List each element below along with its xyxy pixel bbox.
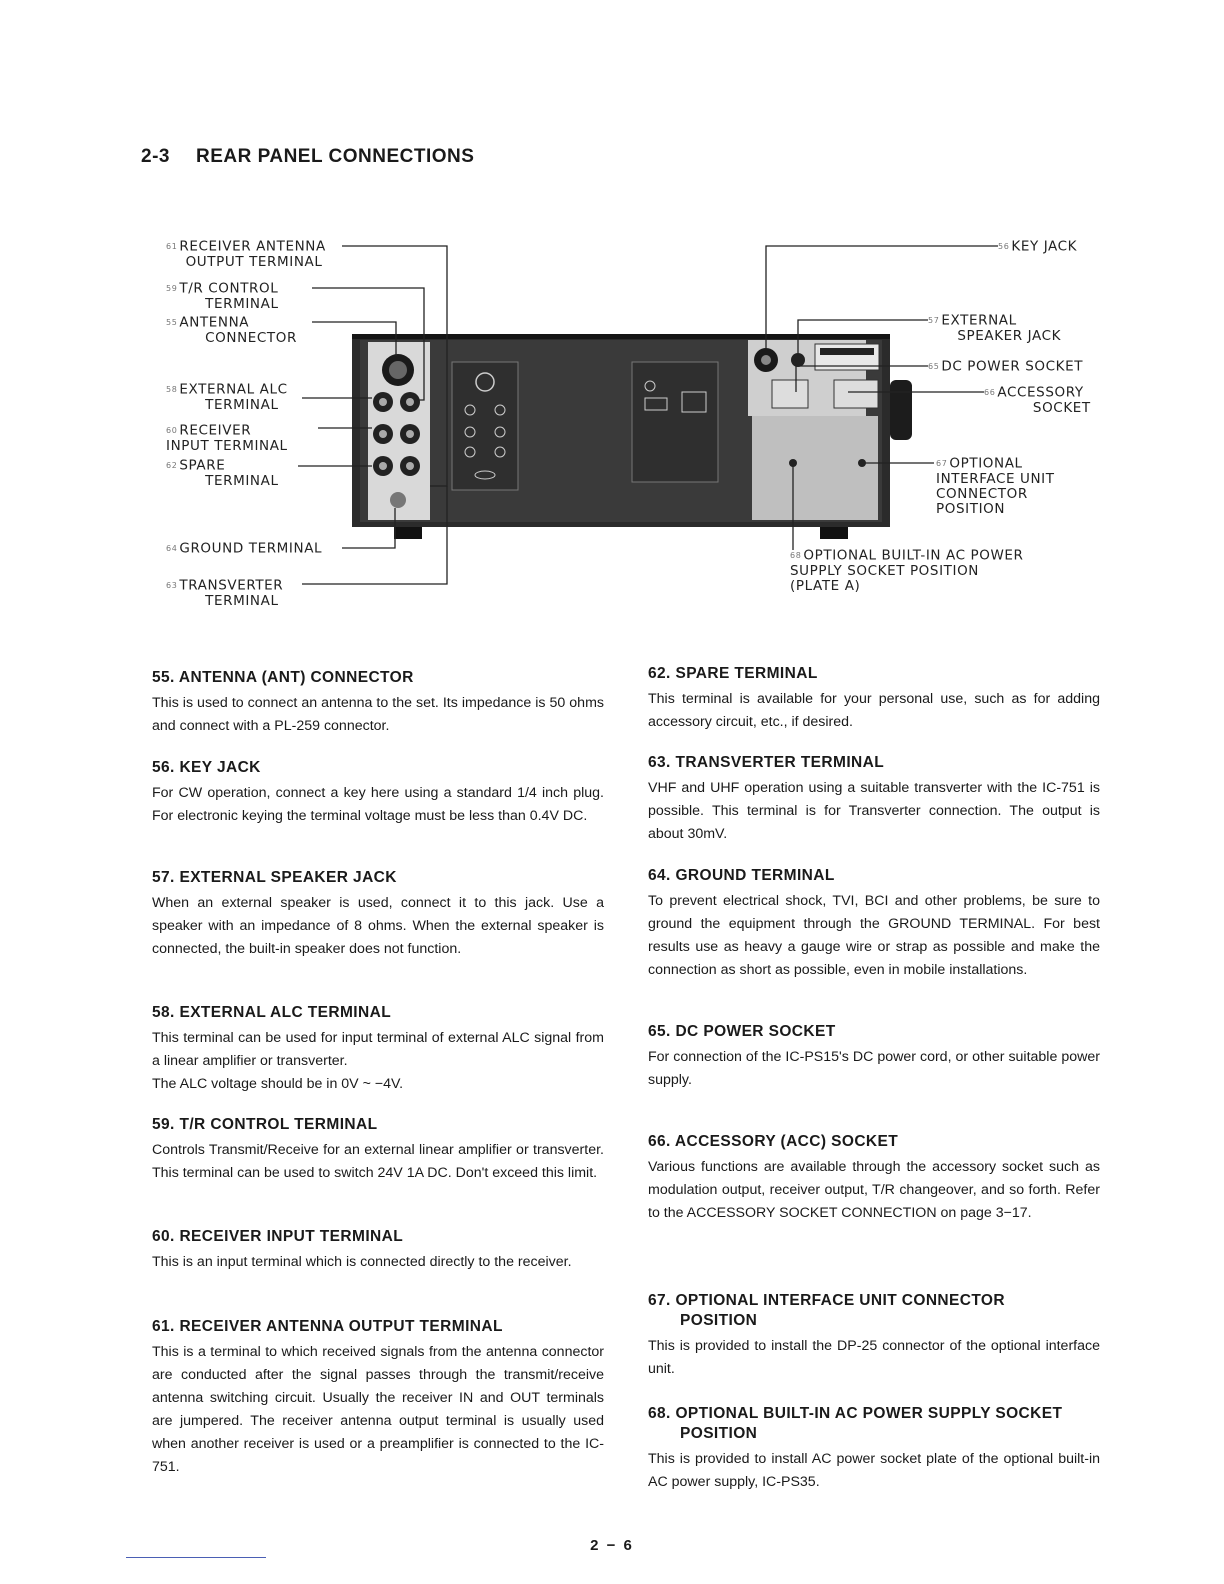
item-body: Controls Transmit/Receive for an external linear amplifier or transverter. This terminal can be used to switch 24V 1A DC. Don't exceed this limit. bbox=[152, 1142, 604, 1181]
foot-left bbox=[394, 527, 422, 539]
item-title: 55. ANTENNA (ANT) CONNECTOR bbox=[152, 669, 414, 686]
item-title: 60. RECEIVER INPUT TERMINAL bbox=[152, 1228, 404, 1245]
item-body: When an external speaker is used, connect it to this jack. Use a speaker with an impedance of 8 ohms. When the external speaker is connected, the built-in speaker does not function. bbox=[152, 895, 604, 957]
item-body: This is provided to install AC power socket plate of the optional built-in AC power supply, IC-PS35. bbox=[648, 1451, 1100, 1490]
callout-ground-terminal: 64 GROUND TERMINAL bbox=[166, 540, 323, 557]
item-body: For connection of the IC-PS15's DC power cord, or other suitable power supply. bbox=[648, 1049, 1100, 1088]
item-title: 57. EXTERNAL SPEAKER JACK bbox=[152, 869, 397, 886]
section-number: 2-3 bbox=[141, 146, 170, 167]
item-title: 66. ACCESSORY (ACC) SOCKET bbox=[648, 1133, 899, 1150]
item-body: This terminal is available for your personal use, such as for adding accessory circuit, etc., if desired. bbox=[648, 691, 1100, 730]
item-58 bbox=[152, 1003, 604, 1096]
item-body: VHF and UHF operation using a suitable transverter with the IC-751 is possible. This terminal is for Transverter connection. The output is about 30mV. bbox=[648, 780, 1100, 842]
callout-external-alc: 58 EXTERNAL ALC TERMINAL bbox=[166, 381, 288, 413]
item-60 bbox=[152, 1227, 604, 1274]
item-63 bbox=[648, 753, 1100, 846]
callout-receiver-input: 60 RECEIVER INPUT TERMINAL bbox=[166, 422, 288, 454]
section-title: REAR PANEL CONNECTIONS bbox=[195, 146, 475, 167]
callout-spare-terminal: 62 SPARE TERMINAL bbox=[166, 457, 279, 489]
item-title: 65. DC POWER SOCKET bbox=[648, 1023, 836, 1040]
callout-tr-control: 59 T/R CONTROL TERMINAL bbox=[166, 280, 279, 312]
callout-antenna-connector: 55 ANTENNA CONNECTOR bbox=[166, 314, 297, 346]
rear-panel-diagram bbox=[0, 0, 1224, 640]
item-body: This is a terminal to which received signals from the antenna connector are conducted after the signal passes through the transmit/receive antenna switching circuit. Usually the receiver IN and OUT terminals are jumpered. The receiver antenna output terminal is usually used when another receiver is used or a preamplifier is connected to the IC-751. bbox=[152, 1344, 604, 1475]
item-body: To prevent electrical shock, TVI, BCI and other problems, be sure to ground the equipment through the GROUND TERMINAL. For best results use as heavy a gauge wire or strap as possible and make the connection as short as possible, even in mobile installations. bbox=[648, 893, 1100, 978]
label-plate-right bbox=[632, 362, 718, 482]
footer-rule bbox=[126, 1557, 266, 1558]
callout-external-speaker-jack: 57 EXTERNAL SPEAKER JACK bbox=[928, 312, 1062, 344]
item-title: 63. TRANSVERTER TERMINAL bbox=[648, 754, 885, 771]
item-61 bbox=[152, 1317, 604, 1479]
item-title: 64. GROUND TERMINAL bbox=[648, 867, 835, 884]
accessory-socket bbox=[834, 380, 878, 408]
item-title: 58. EXTERNAL ALC TERMINAL bbox=[152, 1004, 392, 1021]
item-body: This is an input terminal which is connected directly to the receiver. bbox=[152, 1254, 572, 1270]
item-title: 67. OPTIONAL INTERFACE UNIT CONNECTOR POSITION bbox=[648, 1292, 1005, 1329]
side-knob bbox=[890, 380, 912, 440]
ext-speaker-jack bbox=[791, 353, 805, 367]
item-62 bbox=[648, 664, 1100, 734]
page-number: 2 − 6 bbox=[590, 1537, 634, 1554]
item-65 bbox=[648, 1022, 1100, 1092]
item-59 bbox=[152, 1115, 604, 1185]
item-67 bbox=[648, 1291, 1100, 1381]
optional-plate bbox=[752, 416, 878, 520]
callout-optional-ac-power: 68 OPTIONAL BUILT-IN AC POWER SUPPLY SOCKET POSITION (PLATE A) bbox=[790, 547, 1024, 594]
item-body: This terminal can be used for input terminal of external ALC signal from a linear amplifier or transverter. bbox=[152, 1030, 604, 1069]
item-title: 62. SPARE TERMINAL bbox=[648, 665, 818, 682]
item-body-extra: The ALC voltage should be in 0V ~ −4V. bbox=[152, 1076, 404, 1092]
item-55 bbox=[152, 668, 604, 738]
item-66 bbox=[648, 1132, 1100, 1225]
item-64 bbox=[648, 866, 1100, 982]
item-body: This is provided to install the DP-25 connector of the optional interface unit. bbox=[648, 1338, 1100, 1377]
foot-right bbox=[820, 527, 848, 539]
item-56 bbox=[152, 758, 604, 828]
dc-power-socket bbox=[772, 380, 808, 408]
item-body: For CW operation, connect a key here using a standard 1/4 inch plug. For electronic keying the terminal voltage must be less than 0.4V DC. bbox=[152, 785, 604, 824]
callout-receiver-antenna-output: 61 RECEIVER ANTENNA OUTPUT TERMINAL bbox=[166, 238, 326, 270]
callout-dc-power-socket: 65 DC POWER SOCKET bbox=[928, 358, 1084, 375]
item-title: 56. KEY JACK bbox=[152, 759, 261, 776]
ground-terminal bbox=[390, 492, 406, 508]
item-57 bbox=[152, 868, 604, 961]
item-title: 68. OPTIONAL BUILT-IN AC POWER SUPPLY SOCKET POSITION bbox=[648, 1405, 1063, 1442]
callout-accessory-socket: 66 ACCESSORY SOCKET bbox=[984, 384, 1091, 416]
item-body: This is used to connect an antenna to the set. Its impedance is 50 ohms and connect with a PL-259 connector. bbox=[152, 695, 604, 734]
callout-transverter-terminal: 63 TRANSVERTER TERMINAL bbox=[166, 577, 284, 609]
callout-key-jack: 56 KEY JACK bbox=[998, 238, 1078, 255]
item-title: 61. RECEIVER ANTENNA OUTPUT TERMINAL bbox=[152, 1318, 503, 1335]
item-body: Various functions are available through the accessory socket such as modulation output, receiver output, T/R changeover, and so forth. Refer to the ACCESSORY SOCKET CONNECTION on page 3−17. bbox=[648, 1159, 1100, 1221]
item-68 bbox=[648, 1404, 1100, 1494]
callout-optional-interface: 67 OPTIONAL INTERFACE UNIT CONNECTOR POSITION bbox=[936, 455, 1055, 517]
item-title: 59. T/R CONTROL TERMINAL bbox=[152, 1116, 378, 1133]
